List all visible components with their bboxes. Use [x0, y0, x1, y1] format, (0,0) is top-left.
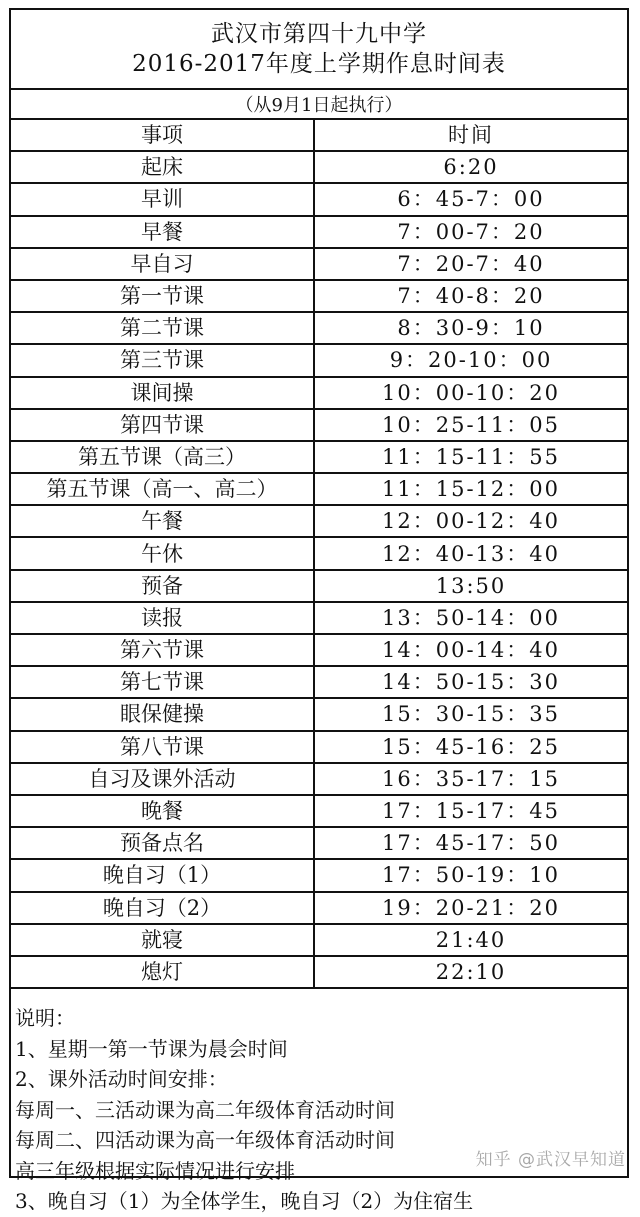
- table-row: [11, 602, 627, 634]
- row-item: 晚自习（2）: [11, 892, 314, 924]
- notes-section: [11, 989, 627, 1217]
- table-header-row: [11, 120, 627, 151]
- row-time: 14：00-14：40: [314, 634, 627, 666]
- notes-heading: 说明：: [15, 1006, 75, 1031]
- table-row: [11, 151, 627, 183]
- table-row: [11, 634, 627, 666]
- row-time: 10：00-10：20: [314, 377, 627, 409]
- row-time: 14：50-15：30: [314, 666, 627, 698]
- row-item: 自习及课外活动: [11, 763, 314, 795]
- watermark: 知乎 @武汉早知道: [475, 1150, 626, 1170]
- row-item: 起床: [11, 151, 314, 183]
- row-time: 11：15-11：55: [314, 441, 627, 473]
- row-time: 12：40-13：40: [314, 537, 627, 569]
- table-row: [11, 859, 627, 891]
- row-item: 第四节课: [11, 409, 314, 441]
- row-time: 6:20: [314, 151, 627, 183]
- note-line: 每周二、四活动课为高一年级体育活动时间: [15, 1128, 395, 1153]
- row-time: 17：45-17：50: [314, 827, 627, 859]
- table-row: [11, 409, 627, 441]
- table-row: [11, 763, 627, 795]
- table-row: [11, 924, 627, 956]
- effective-date: （从9月1日起执行）: [11, 90, 627, 120]
- note-line: 1、星期一第一节课为晨会时间: [15, 1036, 288, 1061]
- table-row: [11, 183, 627, 215]
- table-row: [11, 344, 627, 376]
- note-line: 高三年级根据实际情况进行安排: [15, 1158, 295, 1183]
- row-time: 21:40: [314, 924, 627, 956]
- row-time: 11：15-12：00: [314, 473, 627, 505]
- header-item: 事项: [11, 120, 314, 151]
- row-item: 课间操: [11, 377, 314, 409]
- row-item: 第五节课（高三）: [11, 441, 314, 473]
- row-item: 午餐: [11, 505, 314, 537]
- table-row: [11, 280, 627, 312]
- table-row: [11, 377, 627, 409]
- row-item: 早训: [11, 183, 314, 215]
- row-item: 第六节课: [11, 634, 314, 666]
- row-item: 第一节课: [11, 280, 314, 312]
- table-row: [11, 473, 627, 505]
- table-row: [11, 892, 627, 924]
- row-item: 第五节课（高一、高二）: [11, 473, 314, 505]
- row-item: 熄灯: [11, 956, 314, 988]
- row-time: 7：20-7：40: [314, 248, 627, 280]
- row-time: 8：30-9：10: [314, 312, 627, 344]
- table-row: [11, 956, 627, 988]
- row-time: 12：00-12：40: [314, 505, 627, 537]
- table-row: [11, 441, 627, 473]
- header-time: 时间: [314, 120, 627, 151]
- table-row: [11, 570, 627, 602]
- table-row: [11, 216, 627, 248]
- row-time: 15：45-16：25: [314, 731, 627, 763]
- row-item: 早自习: [11, 248, 314, 280]
- row-item: 第八节课: [11, 731, 314, 763]
- row-time: 17：15-17：45: [314, 795, 627, 827]
- table-row: [11, 248, 627, 280]
- row-item: 午休: [11, 537, 314, 569]
- schedule-sheet: [9, 8, 629, 1214]
- row-time: 6：45-7：00: [314, 183, 627, 215]
- row-item: 第二节课: [11, 312, 314, 344]
- schedule-table: [11, 120, 627, 989]
- table-row: [11, 666, 627, 698]
- row-item: 眼保健操: [11, 698, 314, 730]
- schedule-title: 2016-2017年度上学期作息时间表: [132, 51, 506, 77]
- row-time: 10：25-11：05: [314, 409, 627, 441]
- row-time: 17：50-19：10: [314, 859, 627, 891]
- school-name: 武汉市第四十九中学: [211, 21, 427, 47]
- row-time: 13：50-14：00: [314, 602, 627, 634]
- row-item: 早餐: [11, 216, 314, 248]
- table-row: [11, 731, 627, 763]
- row-item: 读报: [11, 602, 314, 634]
- row-item: 晚自习（1）: [11, 859, 314, 891]
- row-item: 预备: [11, 570, 314, 602]
- row-time: 19：20-21：20: [314, 892, 627, 924]
- table-row: [11, 537, 627, 569]
- row-item: 就寝: [11, 924, 314, 956]
- row-item: 第三节课: [11, 344, 314, 376]
- note-line: 2、课外活动时间安排：: [15, 1067, 228, 1092]
- row-time: 15：30-15：35: [314, 698, 627, 730]
- row-item: 晚餐: [11, 795, 314, 827]
- note-line: 每周一、三活动课为高二年级体育活动时间: [15, 1097, 395, 1122]
- row-item: 第七节课: [11, 666, 314, 698]
- row-time: 9：20-10：00: [314, 344, 627, 376]
- row-time: 7：00-7：20: [314, 216, 627, 248]
- row-time: 7：40-8：20: [314, 280, 627, 312]
- table-row: [11, 698, 627, 730]
- row-time: 13:50: [314, 570, 627, 602]
- table-row: [11, 795, 627, 827]
- row-time: 16：35-17：15: [314, 763, 627, 795]
- title-block: [11, 10, 627, 90]
- table-row: [11, 505, 627, 537]
- table-row: [11, 827, 627, 859]
- row-time: 22:10: [314, 956, 627, 988]
- row-item: 预备点名: [11, 827, 314, 859]
- table-row: [11, 312, 627, 344]
- note-line: 3、晚自习（1）为全体学生，晚自习（2）为住宿生: [15, 1189, 474, 1214]
